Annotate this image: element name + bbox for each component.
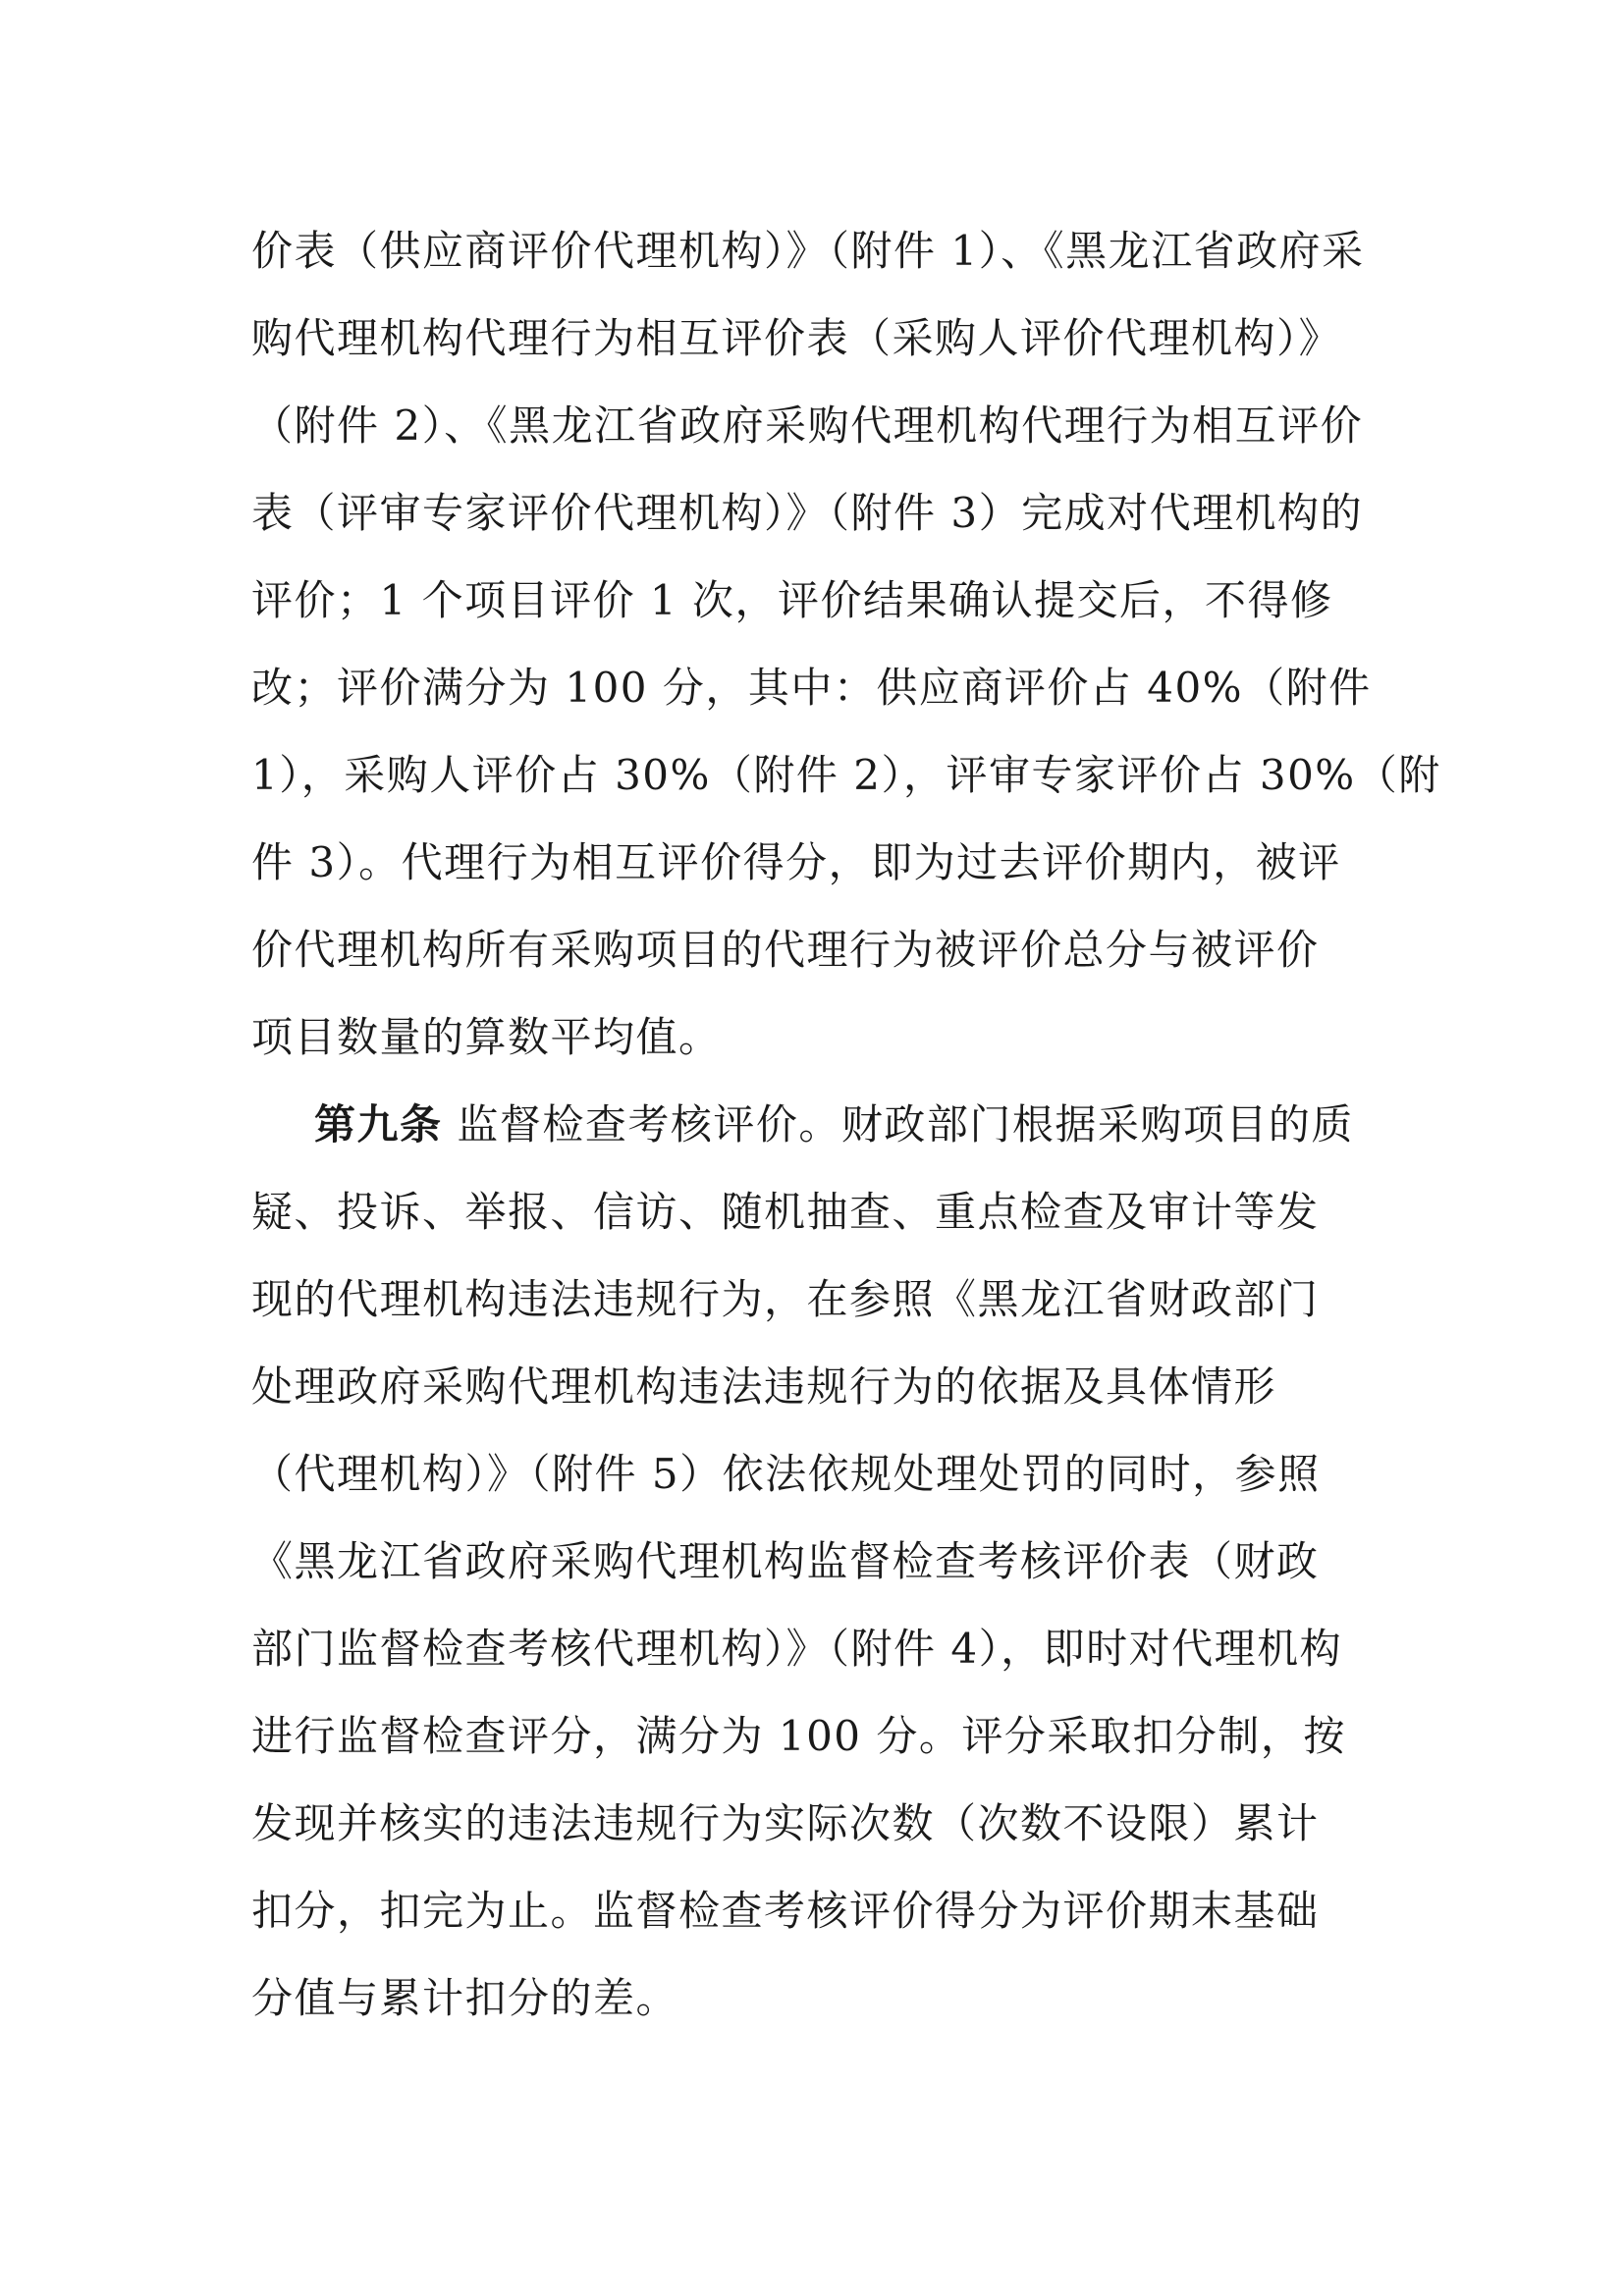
paragraph-1-line-4: 表（评审专家评价代理机构）》（附件 3）完成对代理机构的	[251, 489, 1364, 537]
paragraph-1-line-8: 件 3）。代理行为相互评价得分，即为过去评价期内，被评	[251, 838, 1341, 886]
article-9-heading: 第九条	[314, 1100, 443, 1148]
article-9-line-6: 《黑龙江省政府采购代理机构监督检查考核评价表（财政	[251, 1537, 1320, 1585]
paragraph-1-line-1: 价表（供应商评价代理机构）》（附件 1）、《黑龙江省政府采	[251, 227, 1365, 275]
article-9-first-line-text: 监督检查考核评价。财政部门根据采购项目的质	[442, 1100, 1354, 1148]
article-9-first-line	[314, 1095, 1354, 1154]
paragraph-1-line-2: 购代理机构代理行为相互评价表（采购人评价代理机构）》	[251, 314, 1342, 362]
article-9-line-5: （代理机构）》（附件 5）依法依规处理处罚的同时，参照	[251, 1450, 1321, 1498]
article-9-line-9: 发现并核实的违法违规行为实际次数（次数不设限）累计	[251, 1799, 1320, 1847]
article-9-line-3: 现的代理机构违法违规行为，在参照《黑龙江省财政部门	[251, 1275, 1320, 1323]
paragraph-1-line-7: 1），采购人评价占 30%（附件 2），评审专家评价占 30%（附	[251, 751, 1441, 799]
paragraph-1-line-10: 项目数量的算数平均值。	[251, 1013, 722, 1061]
paragraph-1-line-9: 价代理机构所有采购项目的代理行为被评价总分与被评价	[251, 926, 1320, 974]
article-9-line-8: 进行监督检查评分，满分为 100 分。评分采取扣分制，按	[251, 1712, 1346, 1760]
paragraph-1-line-3: （附件 2）、《黑龙江省政府采购代理机构代理行为相互评价	[251, 401, 1364, 450]
article-9-line-7: 部门监督检查考核代理机构）》（附件 4），即时对代理机构	[251, 1625, 1343, 1673]
paragraph-1-line-6: 改；评价满分为 100 分，其中：供应商评价占 40%（附件	[251, 664, 1372, 712]
article-9-line-4: 处理政府采购代理机构违法违规行为的依据及具体情形	[251, 1362, 1277, 1411]
paragraph-1-line-5: 评价；1 个项目评价 1 次，评价结果确认提交后，不得修	[251, 576, 1333, 624]
article-9-line-2: 疑、投诉、举报、信访、随机抽查、重点检查及审计等发	[251, 1188, 1320, 1236]
article-9-line-10: 扣分，扣完为止。监督检查考核评价得分为评价期末基础	[251, 1887, 1320, 1935]
article-9-line-11: 分值与累计扣分的差。	[251, 1974, 679, 2022]
